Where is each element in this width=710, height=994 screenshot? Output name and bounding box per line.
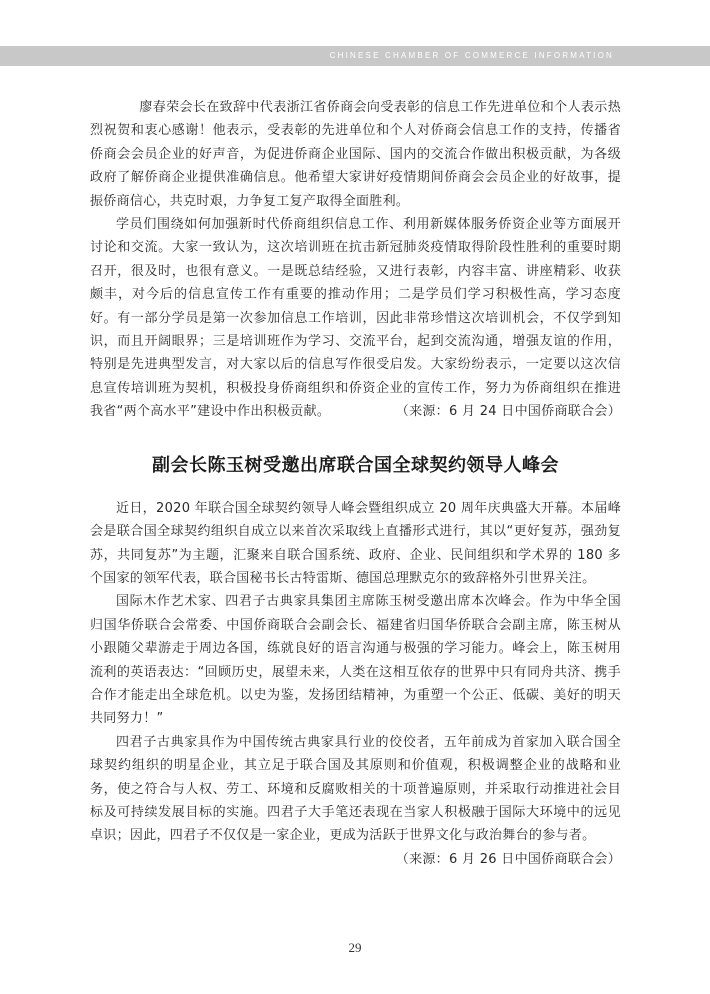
article-2-paragraph: 四君子古典家具作为中国传统古典家具行业的佼佼者，五年前成为首家加入联合国全球契约组织的明星企业，其立足于联合国及其原则和价值观，积极调整企业的战略和业务，使之符合与人权、劳工、环境和反腐败相关的十项普遍原则，并采取行动推进社会目标及可持续发展目标的实施。四君子大手笔还表现在当家人积极融于国际大环境中的远见卓识；因此，四君子不仅仅是一家企业，更成为活跃于世界文化与政治舞台的参与者。 — [90, 734, 621, 844]
page-content — [90, 96, 621, 871]
article-1-paragraph — [90, 213, 621, 424]
page-number: 29 — [348, 940, 362, 955]
article-1-paragraph: 廖春荣会长在致辞中代表浙江省侨商会向受表彰的信息工作先进单位和个人表示热烈祝贺和衷心感谢！他表示，受表彰的先进单位和个人对侨商会信息工作的支持，传播省侨商会会员企业的好声音，为促进侨商企业国际、国内的交流合作做出积极贡献，为各级政府了解侨商企业提供准确信息。他希望大家讲好疫情期间侨商会会员企业的好故事，提振侨商信心，共克时艰，力争复工复产取得全面胜利。 — [90, 100, 621, 209]
article-1 — [90, 96, 621, 424]
article-1-source: （来源：6 月 24 日中国侨商联合会） — [395, 404, 621, 420]
article-2-paragraph: 近日，2020 年联合国全球契约领导人峰会暨组织成立 20 周年庆典盛大开幕。本届峰会是联合国全球契约组织自成立以来首次采取线上直播形式进行，其以“更好复苏，强劲复苏，共同复苏”为主题，汇聚来自联合国系统、政府、企业、民间组织和学术界的 180 多个国家的领军代表，联合国秘书长古特雷斯、德国总理默克尔的致辞格外引世界关注。 — [90, 500, 621, 586]
header-title: CHINESE CHAMBER OF COMMERCE INFORMATION — [329, 51, 614, 60]
article-2-paragraph: 国际木作艺术家、四君子古典家具集团主席陈玉树受邀出席本次峰会。作为中华全国归国华侨联合会常委、中国侨商联合会副会长、福建省归国华侨联合会副主席，陈玉树从小跟随父辈游走于周边各国，练就良好的语言沟通与极强的学习能力。峰会上，陈玉树用流利的英语表达：“回顾历史，展望未来，人类在这相互依存的世界中只有同舟共济、携手合作才能走出全球危机。以史为鉴，发扬团结精神，为重塑一个公正、低碳、美好的明天共同努力！” — [90, 594, 621, 727]
article-1-paragraph-text: 学员们围绕如何加强新时代侨商组织信息工作、利用新媒体服务侨资企业等方面展开讨论和交流。大家一致认为，这次培训班在抗击新冠肺炎疫情取得阶段性胜利的重要时期召开，很及时，也很有意义。一是既总结经验，又进行表彰，内容丰富、讲座精彩、收获颇丰，对今后的信息宣传工作有重要的推动作用；二是学员们学习积极性高，学习态度好。有一部分学员是第一次参加信息工作培训，因此非常珍惜这次培训机会，不仅学到知识，而且开阔眼界；三是培训班作为学习、交流平台，起到交流沟通，增强友谊的作用，特别是先进典型发言，对大家以后的信息写作很受启发。大家纷纷表示，一定要以这次信息宣传培训班为契机，积极投身侨商组织和侨资企业的宣传工作，努力为侨商组织在推进我省“两个高水平”建设中作出积极贡献。 — [90, 217, 621, 420]
article-2 — [90, 454, 621, 871]
article-2-source: （来源：6 月 26 日中国侨商联合会） — [395, 851, 621, 867]
article-2-title: 副会长陈玉树受邀出席联合国全球契约领导人峰会 — [152, 454, 559, 476]
header-band — [0, 46, 710, 66]
